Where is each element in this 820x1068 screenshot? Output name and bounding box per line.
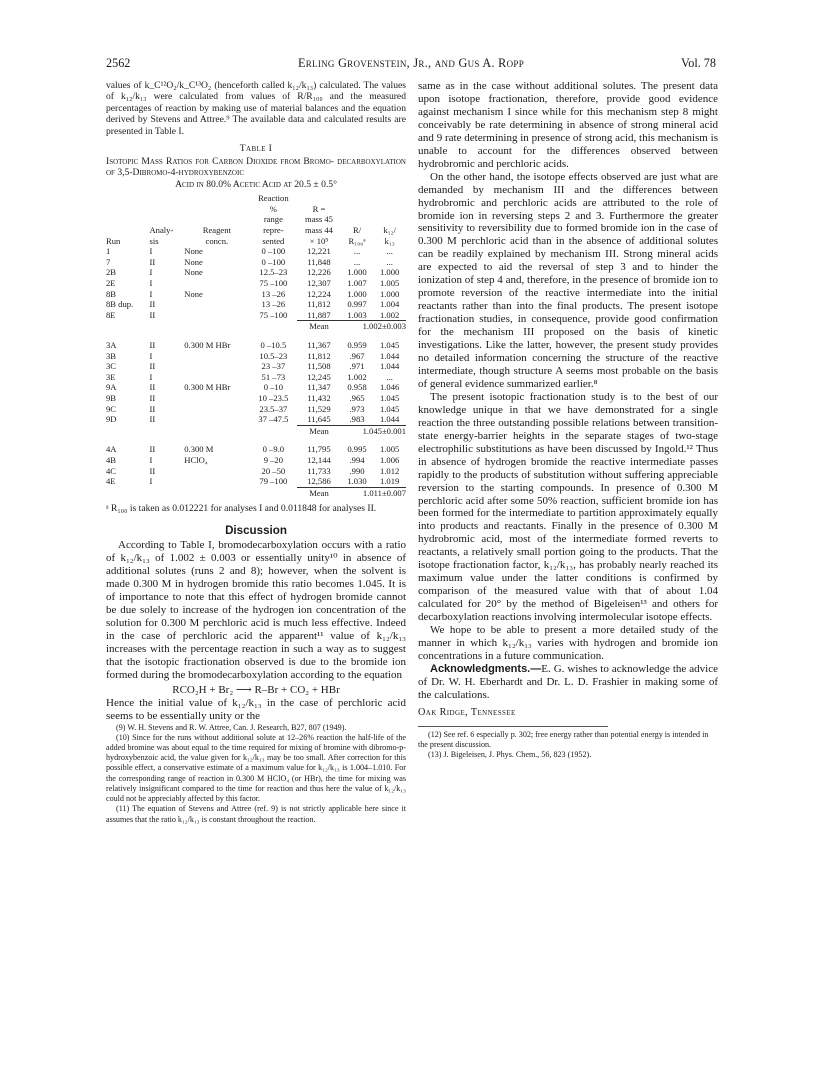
table-row	[106, 278, 406, 289]
run-cell: 3E	[106, 371, 116, 382]
run-cell: 8B dup.	[106, 299, 134, 310]
range-cell: 51 –73	[261, 371, 286, 382]
range-cell: 12.5–23	[259, 267, 288, 278]
r-value-cell: 11,887	[307, 309, 331, 320]
analysis-cell: II	[149, 382, 156, 393]
table-row	[106, 382, 406, 393]
col-header-k-ratio: k₁₂/ k₁₃	[383, 225, 396, 246]
table-group-hbr	[106, 340, 406, 425]
range-cell: 75 –100	[259, 310, 288, 321]
mean-value: 1.002±0.003	[341, 321, 406, 332]
analysis-cell: I	[149, 476, 153, 487]
run-cell: 7	[106, 256, 111, 267]
r-value-cell: 11,848	[307, 256, 331, 267]
reagent-cell	[184, 351, 249, 362]
k-ratio-cell: 1.044	[379, 350, 400, 361]
r-ratio-cell: 1.007	[347, 278, 367, 288]
k-ratio-cell: ...	[386, 246, 393, 257]
table-caption-line: Acid in 80.0% Acetic Acid at 20.5 ± 0.5°	[175, 178, 337, 190]
mean-value: 1.011±0.007	[341, 487, 406, 498]
analysis-cell: II	[149, 403, 156, 414]
body-paragraph: On the other hand, the isotope effects observed are just what are demanded by mechanism III and the differences between hydrobromic and perchloric acids are attributed to the role of bromide ion in reversing steps 2 and 3. Furthermore the greater sensitivity to reversibility due to formed bromide ion in the case of 0.300 M perchloric acid than in the absence of additional solutes can be readily explained by mechanism III. Strong mineral acids are expected to aid the reversal of step 3 and to hinder the ionization of step 4 and, therefore, in the presence of bromide ion to promote reversion of the reactive intermediate into the initial reactants rather than into the final products. The present isotope fractionation studies, in consequence, provide good confirmation for the mechanism III proposed on the basis of kinetic investigations. Like the latter, however, the present study provides no detailed information concerning the structure of the reactive intermediate, though structure A seems most probable on the basis of general evidence summarized earlier.⁸	[418, 170, 718, 390]
table-row	[106, 310, 406, 321]
reagent-cell	[184, 414, 249, 425]
k-ratio-cell: ...	[386, 256, 393, 267]
r-ratio-cell: .971	[349, 361, 365, 372]
reagent-cell	[184, 476, 249, 487]
reagent-cell: 0.300 M HBr	[184, 339, 231, 350]
analysis-cell: I	[149, 267, 153, 278]
r-ratio-cell: 1.003	[347, 309, 367, 320]
body-paragraph: We hope to be able to present a more detailed study of the manner in which k₁₂/k₁₃ varies with hydrogen and bromide ion concentrations in a future communication.	[418, 624, 718, 662]
run-cell: 4E	[106, 476, 116, 487]
range-cell: 10 –23.5	[258, 392, 289, 403]
run-cell: 9D	[106, 414, 117, 425]
k-ratio-cell: 1.044	[379, 414, 400, 425]
mean-row	[106, 321, 406, 332]
acknowledgments-label: Acknowledgments.—	[430, 662, 542, 675]
reagent-cell	[184, 404, 249, 415]
table-row	[106, 466, 406, 477]
range-cell: 37 –47.5	[258, 414, 289, 425]
r-ratio-cell: .994	[349, 454, 365, 465]
analysis-cell: II	[149, 392, 156, 403]
analysis-cell: II	[149, 465, 156, 476]
table-row	[106, 257, 406, 268]
reaction-equation: RCO₂H + Br₂ ⟶ R–Br + CO₂ + HBr	[172, 683, 340, 696]
r-ratio-cell: ...	[353, 256, 361, 267]
right-column	[418, 80, 718, 760]
k-ratio-cell: 1.004	[379, 299, 400, 310]
k-ratio-cell: 1.005	[379, 444, 400, 455]
analysis-cell: I	[149, 350, 153, 361]
mean-row	[106, 425, 406, 436]
left-column	[106, 80, 406, 825]
acknowledgments-text: E. G. wishes to acknowledge the advice of Dr. W. H. Eberhardt and Dr. L. D. Frashier in making some of the calculations.	[418, 662, 718, 701]
affiliation-place: Oak Ridge, Tennessee	[418, 706, 516, 718]
body-paragraph: same as in the case without additional solutes. The present data upon isotope fractionation, therefore, provide good evidence against mechanism I since while for this mechanism step 8 might conceivably be rate determining in absence of strong mineral acid and 9 rate determining in presence of strong acid, this mechanism is unable to account for the differences observed between hydrobromic and perchloric acids.	[418, 80, 718, 170]
range-cell: 0 –100	[261, 246, 286, 257]
range-cell: 9 –20	[263, 454, 284, 465]
reagent-cell	[184, 361, 249, 372]
col-header-reagent: Reagent concn.	[202, 225, 231, 246]
run-cell: 1	[106, 246, 111, 257]
k-ratio-cell: 1.019	[379, 476, 400, 487]
r-ratio-cell: .965	[349, 392, 365, 403]
run-cell: 4A	[106, 444, 117, 455]
reagent-cell	[184, 299, 249, 310]
analysis-cell: II	[149, 299, 156, 310]
table-row	[106, 351, 406, 362]
analysis-cell: II	[149, 310, 156, 321]
r-value-cell: 11,812	[307, 299, 331, 310]
run-cell: 9A	[106, 382, 117, 393]
isotope-ratio-table	[106, 193, 406, 498]
table-row	[106, 340, 406, 351]
table-caption	[106, 156, 406, 190]
r-value-cell: 11,508	[307, 361, 331, 372]
k-ratio-cell: 1.012	[379, 465, 400, 476]
footnote: (11) The equation of Stevens and Attree (ref. 9) is not strictly applicable here since it assumes that the ratio k₁₂/k₁₃ is constant throughout the reaction.	[106, 804, 406, 824]
table-caption-line: decarboxylation of 3,5-Dibromo-4-hydroxybenzoic	[106, 156, 406, 179]
r-ratio-cell: .990	[349, 465, 365, 476]
r-value-cell: 11,795	[307, 444, 331, 455]
r-value-cell: 11,645	[307, 414, 331, 425]
footnote: (12) See ref. 6 especially p. 302; free energy rather than potential energy is intended in the present discussion.	[418, 729, 709, 749]
r-value-cell: 11,812	[307, 350, 331, 361]
mean-row	[106, 487, 406, 498]
table-row	[106, 404, 406, 415]
col-header-run: Run	[106, 235, 121, 246]
range-cell: 10.5–23	[259, 350, 288, 361]
r-value-cell: 12,224	[307, 288, 331, 299]
run-cell: 3C	[106, 361, 117, 372]
run-cell: 2E	[106, 278, 116, 288]
k-ratio-cell: 1.046	[379, 382, 400, 393]
table-row	[106, 246, 406, 257]
run-cell: 8B	[106, 288, 117, 299]
r-ratio-cell: 1.030	[347, 476, 367, 487]
range-cell: 79 –100	[259, 476, 288, 487]
table-row	[106, 299, 406, 310]
r-value-cell: 12,586	[307, 476, 331, 487]
page-number: 2562	[106, 56, 131, 70]
analysis-cell: II	[149, 414, 156, 425]
range-cell: 13 –26	[261, 288, 286, 299]
table-row	[106, 444, 406, 455]
r-ratio-cell: 0.958	[347, 382, 367, 393]
reagent-cell: None	[184, 267, 203, 278]
acknowledgments	[418, 663, 718, 702]
table-row	[106, 414, 406, 425]
reagent-cell	[184, 310, 249, 321]
footnote: (10) Since for the runs without additional solute at 12–26% reaction the half-life of the added bromine was about equal to the time required for mixing of bromine with dibromo-p-hydroxybenzoic acid, the value given for k₁₂/k₁₃ may be too small. After correction for this possible effect, a conservative estimate of a maximum value for k₁₂/k₁₃ is 1.004–1.010. For the corresponding range of reaction in 0.300 M HClO₄ (or HBr), the time for mixing was relatively insignificant compared to the time for reaction and thus here the value of k₁₂/k₁₃ could not be appreciably affected by this factor.	[106, 732, 406, 804]
k-ratio-cell: 1.000	[379, 267, 400, 278]
range-cell: 13 –26	[261, 299, 286, 310]
reagent-cell: HClO₄	[184, 454, 208, 465]
reagent-cell: None	[184, 246, 203, 257]
r-ratio-cell: 0.995	[347, 444, 367, 455]
table-row	[106, 476, 406, 487]
table-row	[106, 393, 406, 404]
k-ratio-cell: 1.002	[379, 309, 400, 320]
k-ratio-cell: ...	[386, 371, 393, 382]
table-group-none	[106, 246, 406, 321]
r-value-cell: 12,307	[307, 278, 331, 288]
r-value-cell: 12,221	[307, 246, 331, 257]
run-cell: 3A	[106, 339, 117, 350]
run-cell: 4C	[106, 465, 117, 476]
table-footnote: ᵃ R₁₀₀ is taken as 0.012221 for analyses I and 0.011848 for analyses II.	[106, 503, 377, 515]
r-value-cell: 12,144	[307, 454, 331, 465]
k-ratio-cell: 1.044	[379, 361, 400, 372]
page-header	[106, 56, 716, 74]
range-cell: 20 –50	[261, 465, 286, 476]
reagent-cell	[184, 393, 249, 404]
analysis-cell: II	[149, 361, 156, 372]
reagent-cell: 0.300 M	[184, 444, 214, 455]
table-row	[106, 361, 406, 372]
k-ratio-cell: 1.045	[379, 403, 400, 414]
range-cell: 0 –10.5	[260, 339, 287, 350]
analysis-cell: I	[149, 454, 153, 465]
reagent-cell: 0.300 M HBr	[184, 382, 231, 393]
col-header-analysis: Analy- sis	[149, 225, 174, 246]
r-ratio-cell: 1.000	[347, 288, 367, 299]
reagent-cell	[184, 466, 249, 477]
table-group-hclo4	[106, 444, 406, 487]
discussion-paragraph: According to Table I, bromodecarboxylation occurs with a ratio of k₁₂/k₁₃ of 1.002 ± 0.003 or essentially unity¹⁰ in absence of additional solutes (runs 2 and 8); however, when the solvent is made 0.300 M in hydrogen bromide this ratio becomes 1.045. It is of importance to note that this effect of hydrogen bromide cannot be due solely to increase of the hydrogen ion concentration of the solution for 0.300 M perchloric acid is much less effective. Indeed in the case of perchloric acid the apparent¹¹ value of k₁₂/k₁₃ increases with the percentage reaction in such a way as to suggest that the isotopic fractionation observed is due to the bromide ion formed during the bromodecarboxylation according to the equation	[106, 539, 406, 681]
range-cell: 23 –37	[261, 361, 286, 372]
r-value-cell: 11,367	[307, 339, 331, 350]
volume-label: Vol. 78	[681, 56, 716, 70]
reagent-cell	[184, 278, 249, 289]
col-header-range: Reaction % range repre- sented	[258, 193, 289, 246]
r-ratio-cell: .967	[349, 350, 365, 361]
table-row	[106, 289, 406, 300]
range-cell: 23.5–37	[259, 403, 288, 414]
table-row	[106, 267, 406, 278]
col-header-r: R = mass 45 mass 44 × 10⁵	[305, 203, 333, 246]
k-ratio-cell: 1.006	[379, 454, 400, 465]
footnote: (13) J. Bigeleisen, J. Phys. Chem., 56, 823 (1952).	[428, 750, 592, 760]
run-cell: 9C	[106, 403, 117, 414]
body-paragraph: The present isotopic fractionation study is to the best of our knowledge unique in that we have demonstrated for a single reaction the three outstanding possible relations between transition-state energy-barrier heights in the separate stages of two-stage electrophilic substitutions as have been discussed by Ingold.¹² Thus in absence of hydrogen bromide the reactive intermediate passes rapidly to the products of substitution without suffering appreciable reversion to the starting compounds. In presence of 0.300 M perchloric acid after some 50% reaction, sufficient bromide ion has been formed for the intermediate to partition approximately equally into products and reactants. Finally in the presence of 0.300 M hydrobromic acid, most of the intermediate formed reverts to reactants, a relatively small portion going to the products. That the isotope fractionation factor, k₁₂/k₁₃, has probably nearly reached its maximum value under the latter conditions is confirmed by comparison of the measured value with that of about 1.04 calculated for 20° by the method of Bigeleisen¹³ and others for decarboxylation reactions involving intermolecular isotope effects.	[418, 390, 718, 624]
run-cell: 8E	[106, 310, 116, 321]
r-ratio-cell: .983	[349, 414, 365, 425]
footnote-divider	[418, 726, 608, 727]
analysis-cell: I	[149, 371, 153, 382]
r-value-cell: 11,733	[307, 465, 331, 476]
run-cell: 2B	[106, 267, 117, 278]
mean-label: Mean	[297, 487, 340, 498]
mean-value: 1.045±0.001	[341, 425, 406, 436]
r-ratio-cell: 1.000	[347, 267, 367, 278]
r-value-cell: 11,347	[307, 382, 331, 393]
analysis-cell: II	[149, 256, 156, 267]
r-value-cell: 11,432	[307, 392, 331, 403]
k-ratio-cell: 1.045	[379, 339, 400, 350]
intro-paragraph: values of k_C¹²O₂/k_C¹³O₂ (henceforth called k₁₂/k₁₃) calculated. The values of k₁₂/k₁₃ were calculated from values of R/R₁₀₀ and the measured percentages of reaction by making use of material balances and the equation derived by Stevens and Attree.⁹ The available data and calculated results are presented in Table I.	[106, 80, 406, 137]
r-value-cell: 12,226	[307, 267, 331, 278]
reagent-cell: None	[184, 256, 203, 267]
r-value-cell: 12,245	[307, 371, 331, 382]
range-cell: 0 –100	[261, 256, 286, 267]
reagent-cell: None	[184, 288, 203, 299]
analysis-cell: I	[149, 278, 153, 288]
r-value-cell: 11,529	[307, 403, 331, 414]
analysis-cell: II	[149, 444, 156, 455]
analysis-cell: I	[149, 288, 153, 299]
col-header-r-ratio: R/ R₁₀₀ᵃ	[348, 225, 366, 246]
mean-label: Mean	[297, 425, 340, 436]
table-caption-line: Isotopic Mass Ratios for Carbon Dioxide from Bromo-	[106, 156, 334, 168]
r-ratio-cell: .973	[349, 403, 365, 414]
table-row	[106, 372, 406, 383]
k-ratio-cell: 1.005	[379, 278, 400, 288]
discussion-paragraph: Hence the initial value of k₁₂/k₁₃ in the case of perchloric acid seems to be essentially unity or the	[106, 696, 406, 722]
analysis-cell: I	[149, 246, 153, 257]
k-ratio-cell: 1.000	[379, 288, 400, 299]
run-cell: 4B	[106, 454, 117, 465]
section-heading: Discussion	[225, 524, 287, 538]
table-row	[106, 455, 406, 466]
range-cell: 0 –10	[263, 382, 284, 393]
range-cell: 75 –100	[259, 278, 288, 288]
mean-label: Mean	[297, 321, 340, 332]
table-title: Table I	[239, 143, 273, 155]
r-ratio-cell: 0.959	[347, 339, 367, 350]
r-ratio-cell: 1.002	[347, 371, 367, 382]
reagent-cell	[184, 372, 249, 383]
r-ratio-cell: ...	[353, 246, 361, 257]
k-ratio-cell: 1.045	[379, 392, 400, 403]
run-cell: 9B	[106, 392, 117, 403]
running-authors: Erling Grovenstein, Jr., and Gus A. Ropp	[297, 56, 525, 70]
analysis-cell: II	[149, 339, 156, 350]
run-cell: 3B	[106, 350, 117, 361]
r-ratio-cell: 0.997	[347, 299, 367, 310]
footnote: (9) W. H. Stevens and R. W. Attree, Can. J. Research, B27, 807 (1949).	[116, 722, 347, 732]
range-cell: 0 –9.0	[262, 444, 285, 455]
